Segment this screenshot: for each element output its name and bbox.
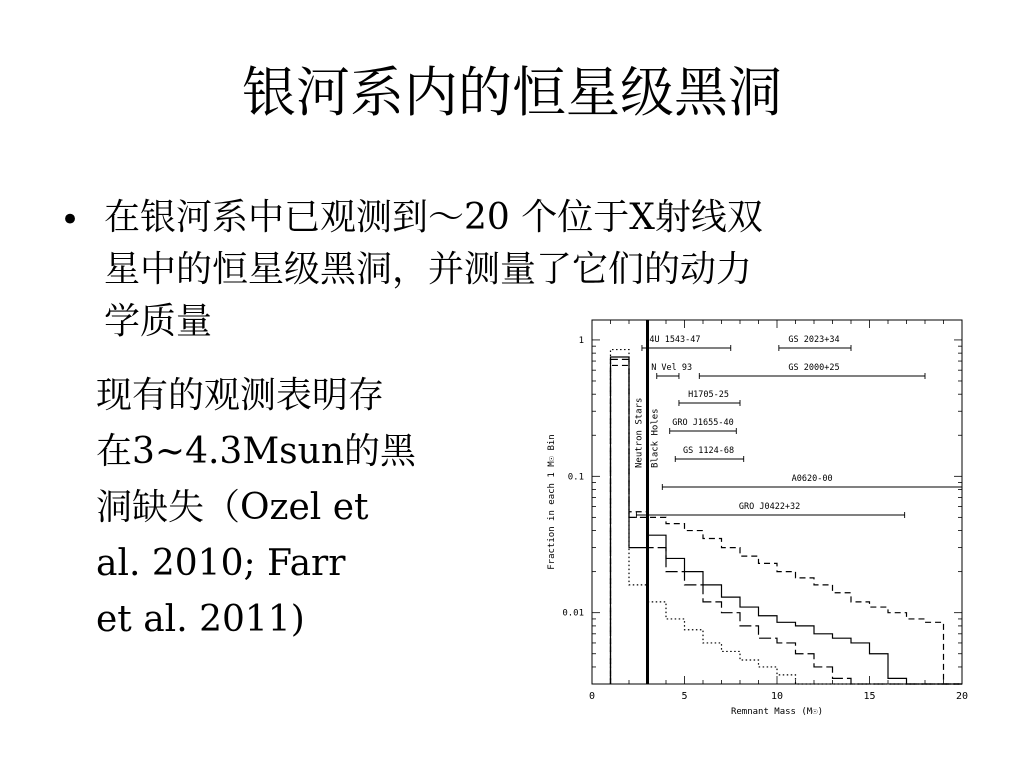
bullet-marker: • <box>60 200 81 240</box>
histogram-series-dashed <box>611 365 963 684</box>
mass-range-label: GS 2023+34 <box>788 335 840 345</box>
bullet-line: 星中的恒星级黑洞，并测量了它们的动力 <box>104 249 753 290</box>
y-axis-label: Fraction in each 1 M☉ Bin <box>547 434 557 570</box>
histogram-series-long-dashed <box>611 359 963 684</box>
x-tick-label: 20 <box>955 691 969 702</box>
histogram-series-solid <box>611 357 963 684</box>
mass-range-label: H1705-25 <box>688 390 730 400</box>
note-line: et al. 2011) <box>96 599 305 640</box>
x-axis-label: Remnant Mass (M☉) <box>730 707 824 717</box>
mass-range-label: GS 1124-68 <box>682 446 735 456</box>
slide-title: 银河系内的恒星级黑洞 <box>242 61 782 124</box>
x-tick-label: 5 <box>681 691 688 702</box>
mass-range-label: GRO J1655-40 <box>672 418 734 428</box>
mass-range-label: N Vel 93 <box>651 363 693 373</box>
x-tick-label: 0 <box>588 691 596 702</box>
y-tick-label: 0.01 <box>562 608 584 619</box>
mass-range-label: 4U 1543-47 <box>649 335 701 345</box>
mass-range-label: A0620-00 <box>791 474 833 484</box>
mass-range-label: GRO J0422+32 <box>738 502 801 512</box>
bullet-line: 在银河系中已观测到～20 个位于X射线双 <box>104 197 763 238</box>
note-line: al. 2010; Farr <box>96 543 346 584</box>
bullet-line: 学质量 <box>104 301 213 342</box>
note-line: 洞缺失（Ozel et <box>96 487 369 528</box>
mass-range-label: GS 2000+25 <box>788 363 840 373</box>
note-line: 在3~4.3Msun的黑 <box>96 431 417 472</box>
divider-label-black-holes: Black Holes <box>650 408 661 468</box>
divider-label-neutron-stars: Neutron Stars <box>634 397 645 468</box>
x-tick-label: 15 <box>863 691 876 702</box>
missing-mass-note <box>96 368 476 648</box>
note-line: 现有的观测表明存 <box>96 375 385 416</box>
remnant-mass-chart <box>530 318 980 718</box>
y-tick-label: 0.1 <box>567 472 584 483</box>
y-tick-label: 1 <box>578 335 584 346</box>
x-tick-label: 10 <box>770 691 784 702</box>
